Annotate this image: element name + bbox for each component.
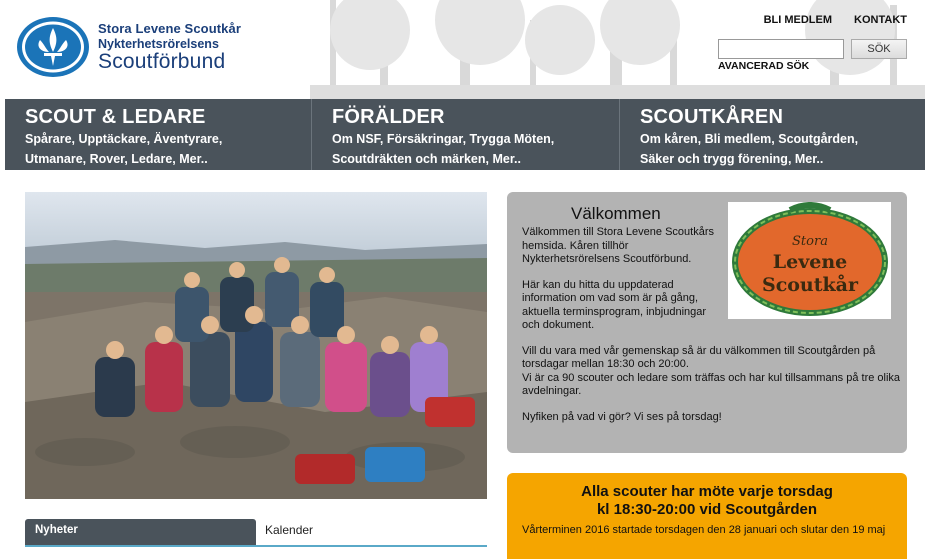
nav-scout-group[interactable] <box>620 99 925 170</box>
welcome-paragraph: Vi är ca 90 scouter och ledare som träffas och har kul tillsammans på tre olika avdelningar. <box>522 371 901 397</box>
nav-title[interactable]: FÖRÄLDER <box>332 106 445 128</box>
org-name-line1: Stora Levene Scoutkår <box>98 20 241 36</box>
badge-text-line3: Scoutkår <box>761 274 859 296</box>
org-name-line2: Nykterhetsrörelsens <box>98 36 219 51</box>
scout-lily-logo-icon <box>16 16 90 78</box>
nav-sublinks[interactable]: Scoutdräkten och märken, Mer.. <box>332 152 521 166</box>
welcome-paragraph: Här kan du hitta du uppdaterad information om vad som är på gång, aktuella terminsprogram, inbjudningar och dokument. <box>522 278 707 331</box>
welcome-paragraph: Välkommen till Stora Levene Scoutkårs hemsida. Kåren tillhör Nykterhetsrörelsens Scoutförbund. <box>522 226 714 265</box>
contact-link[interactable]: KONTAKT <box>854 14 907 26</box>
meeting-info-box <box>507 473 907 559</box>
search-button[interactable]: SÖK <box>851 39 907 59</box>
tab-underline <box>25 545 487 547</box>
badge-text-line2: Levene <box>772 251 848 273</box>
badge-text-line1: Stora <box>792 234 828 249</box>
org-name-line3: Scoutförbund <box>98 50 226 74</box>
welcome-paragraph: Nyfiken på vad vi gör? Vi ses på torsdag! <box>522 410 722 423</box>
nav-sublinks[interactable]: Säker och trygg förening, Mer.. <box>640 152 824 166</box>
site-header <box>0 0 925 99</box>
nav-scout-leaders[interactable] <box>5 99 312 170</box>
nav-title[interactable]: SCOUT & LEDARE <box>25 106 206 128</box>
join-link[interactable]: BLI MEDLEM <box>763 14 833 26</box>
group-photo <box>25 192 487 499</box>
nav-sublinks[interactable]: Om NSF, Försäkringar, Trygga Möten, <box>332 132 555 146</box>
nav-sublinks[interactable]: Utmanare, Rover, Ledare, Mer.. <box>25 152 208 166</box>
main-nav <box>5 99 925 170</box>
welcome-paragraph-group <box>522 345 902 399</box>
site-logo[interactable] <box>16 16 241 78</box>
meeting-text: Vårterminen 2016 startade torsdagen den 28 januari och slutar den 19 maj <box>522 524 886 536</box>
badge-image <box>728 202 891 319</box>
nav-sublinks[interactable]: Spårare, Upptäckare, Äventyrare, <box>25 132 223 146</box>
nav-parents[interactable] <box>312 99 620 170</box>
top-links <box>764 14 907 26</box>
welcome-paragraph: Vill du vara med vår gemenskap så är du välkommen till Scoutgården på torsdagar mellan 18:30 och 20:00. <box>522 344 876 370</box>
nav-sublinks[interactable]: Om kåren, Bli medlem, Scoutgården, <box>640 132 859 146</box>
search-input[interactable] <box>718 39 844 59</box>
tab-news[interactable]: Nyheter <box>25 519 256 545</box>
welcome-title: Välkommen <box>571 204 661 223</box>
scout-group-badge <box>728 202 891 319</box>
advanced-search-link[interactable]: AVANCERAD SÖK <box>718 60 810 72</box>
tab-calendar[interactable]: Kalender <box>265 523 314 537</box>
nav-title[interactable]: SCOUTKÅREN <box>640 106 784 128</box>
org-name <box>98 22 241 73</box>
news-calendar-tabs <box>25 519 487 547</box>
meeting-title-line2: kl 18:30-20:00 vid Scoutgården <box>596 501 818 518</box>
welcome-box <box>507 192 907 453</box>
meeting-title-line1: Alla scouter har möte varje torsdag <box>581 483 833 500</box>
